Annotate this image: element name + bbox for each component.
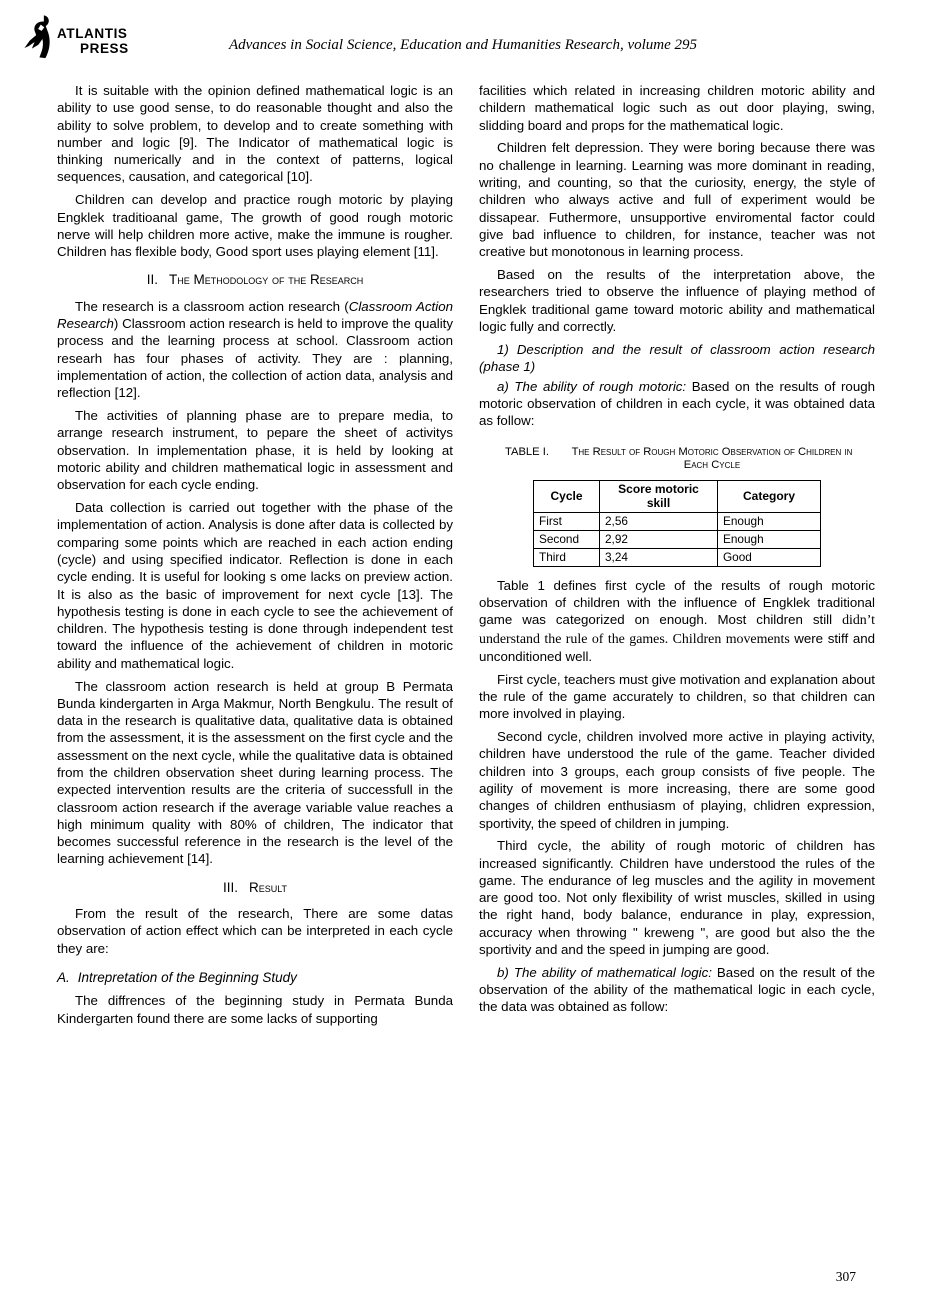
paragraph: facilities which related in increasing children motoric ability and childern mathematical logic such as out door playing, swing, slidding board and props for the mathematical logic. — [479, 83, 875, 133]
cell-cycle: First — [534, 512, 600, 530]
table-header-cycle: Cycle — [534, 480, 600, 512]
section-number: II. — [146, 272, 158, 288]
page-number: 307 — [835, 1269, 856, 1284]
paragraph: The diffrences of the beginning study in Permata Bunda Kindergarten found there are some lacks of supporting — [57, 993, 453, 1026]
table-caption-label: TABLE I. — [505, 445, 549, 458]
table-header-row — [534, 480, 821, 512]
subsection-title: Description and the result of classroom action research (phase 1) — [479, 342, 875, 375]
paragraph: b) The ability of mathematical logic: Based on the result of the observation of the ability of the mathematical logic in each cycle, the data was obtained as follow: — [479, 964, 875, 1015]
subsection-number: 1) — [497, 342, 509, 358]
paragraph: Children can develop and practice rough motoric by playing Engklek traditioanal game, The growth of good rough motoric nerve will help children more active, make the immune is rougher. Children has flexible body, Good sport uses playing element [11]. — [57, 192, 453, 260]
table-row — [534, 512, 821, 530]
paragraph: Second cycle, children involved more active in playing activity, children have understood the rule of the game. Teacher divided children into 3 groups, each group consists of five people. The agility of movement is more increasing, there are some good changes of children enthusiasm of playing, chlidren expression, sportivity, the speed of children in jumping. — [479, 729, 875, 831]
run-in-heading: b) The ability of mathematical logic: — [497, 964, 712, 980]
cell-score: 2,92 — [600, 530, 718, 548]
paragraph: Children felt depression. They were boring because there was no challenge in learning. Learning was more dominant in reading, writing, and counting, so that the curiosity, energy, the style of children who always active and full of experiment would be dissapear. Futhermore, unsupportive enviromental factor could give bad influence to children, for instance, teacher was not creative but monotonous in learning process. — [479, 140, 875, 260]
cell-category: Enough — [718, 530, 821, 548]
left-column — [57, 82, 453, 1032]
cell-score: 2,56 — [600, 512, 718, 530]
subsection-heading-1 — [479, 341, 875, 376]
paragraph: First cycle, teachers must give motivation and explanation about the rule of the game accurately to children, so that children can more involved in playing. — [479, 671, 875, 722]
table-header-category: Category — [718, 480, 821, 512]
paragraph: Third cycle, the ability of rough motoric of children has increased significantly. Children have understood the rules of the game. The endurance of leg muscles and the agility in movement are good too. Not only flexibility of wrist muscles, skilled in using the right hand, body balance, endurance in play, expression, accuracy when throwing " kreweng ", are good but also the the sportivity and and the speed in jumping are good. — [479, 838, 875, 958]
paragraph: From the result of the research, There are some datas observation of action effect which can be interpreted in each cycle they are: — [57, 906, 453, 956]
paragraph: The activities of planning phase are to prepare media, to arrange research instrument, to pepare the sheet of activitys observation. In implementation phase, it is held by looking at motoric ability and children mathematical logic in assessment and observation for each cycle ending. — [57, 408, 453, 493]
paragraph: The research is a classroom action research (Classroom Action Research) Classroom action research is held to improve the quality process and the learning process at school. Classroom action researh has four phases of activity. They are : planning, implementation of action, the collection of action data, analysis and reflection [12]. — [57, 298, 453, 401]
right-column — [479, 82, 875, 1021]
result-table — [533, 480, 821, 567]
subsection-heading-a — [57, 969, 453, 986]
table-row — [534, 530, 821, 548]
italic-phrase: Classroom Action Research — [57, 298, 453, 332]
cell-category: Enough — [718, 512, 821, 530]
cell-cycle: Second — [534, 530, 600, 548]
cell-score: 3,24 — [600, 548, 718, 566]
journal-header: Advances in Social Science, Education and Humanities Research, volume 295 — [228, 37, 698, 53]
table-caption — [479, 446, 875, 473]
logo-line1: ATLANTIS — [57, 26, 128, 41]
section-number: III. — [222, 879, 238, 895]
section-title: Result — [248, 879, 288, 895]
paragraph: Table 1 defines first cycle of the results of rough motoric observation of children with the influence of Engklek traditional game was categorized on enough. Most children still didn’t understand the rule of the games. Children movements were stiff and unconditioned well. — [479, 577, 875, 664]
table-row — [534, 548, 821, 566]
paragraph: Data collection is carried out together with the phase of the implementation of action. Analysis is done after data is collected by comparing some points which are reached in each action ending (cycle) and using specified indicator. Reflection is done in each cycle ending. It is useful for looking s ome lacks on preview action. It is also as the basic of improvement for next cycle [13]. The hypothesis testing is done in each cycle to see the achievement of children. The hypothesis testing is done through independent test toward the influence of the achievement of children in motoric ability and mathematical logic. — [57, 500, 453, 671]
section-title: The Methodology of the Research — [169, 272, 364, 288]
cell-cycle: Third — [534, 548, 600, 566]
paragraph: Based on the results of the interpretation above, the researchers tried to observe the influence of playing method of Engklek traditional game toward motoric ability and mathematical logic fully and correctly. — [479, 266, 875, 334]
paragraph: It is suitable with the opinion defined mathematical logic is an ability to use good sense, to do reasonable thought and also the ability to solve problem, to develop and to create something with number and logic [9]. The Indicator of mathematical logic is thinking numerically and in the context of patterns, logical sequences, causation, and categorical [10]. — [57, 83, 453, 185]
subsection-title: Intrepretation of the Beginning Study — [77, 969, 297, 985]
paragraph: The classroom action research is held at group B Permata Bunda kindergarten in Arga Makmur, North Bengkulu. The result of data in the research is qualitative data, qualitative data is obtained from the assessment, it is the assessment on the first cycle and the assessment on the next cycle, while the qualitative data is obtained from the children observation sheet during learning process. The expected intervention results are the criteria of successfull in the classroom action research if the average variable value reaches a high minimum quality with 80% of children, The indicator that becomes successful reference in the research is the level of the learning achievement [14]. — [57, 678, 453, 867]
table-caption-text: The Result of Rough Motoric Observation of Children in Each Cycle — [571, 445, 853, 472]
section-heading-methodology — [57, 271, 453, 288]
cell-category: Good — [718, 548, 821, 566]
paragraph: a) The ability of rough motoric: Based on the results of rough motoric observation of children in each cycle, it was obtained data as follow: — [479, 378, 875, 429]
serif-passage: didn’t understand the rule of the games. Children movements — [479, 613, 875, 647]
logo-line2: PRESS — [80, 41, 129, 56]
table-header-score: Score motoric skill — [600, 480, 718, 512]
section-heading-result — [57, 879, 453, 896]
subsection-letter: A. — [57, 969, 70, 985]
run-in-heading: a) The ability of rough motoric: — [497, 378, 687, 394]
